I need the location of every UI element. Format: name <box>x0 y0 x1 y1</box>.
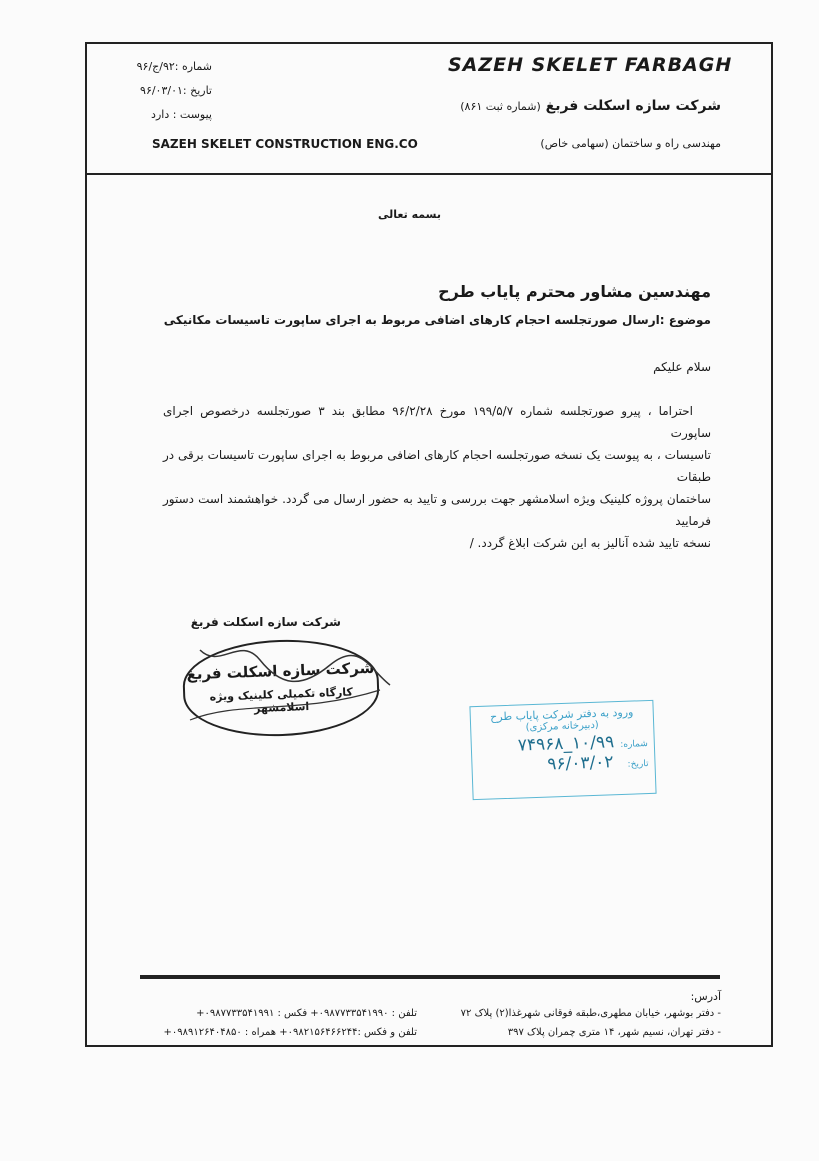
received-stamp-subtitle: (دبیرخانه مرکزی) <box>525 719 599 734</box>
letter-body <box>163 400 711 554</box>
brand-en: SAZEH SKELET FARBAGH <box>448 54 733 76</box>
company-en: SAZEH SKELET CONSTRUCTION ENG.CO <box>152 137 418 151</box>
letter-number: شماره :۹۲/ج/۹۶ <box>136 60 212 73</box>
letter-attachment: پیوست : دارد <box>151 108 212 121</box>
signatory: شرکت سازه اسکلت فربغ <box>190 615 341 629</box>
invocation: بسمه تعالی <box>378 208 441 221</box>
subject: موضوع :ارسال صورتجلسه احجام کارهای اضافی مربوط به اجرای ساپورت تاسیسات مکانیکی <box>163 313 711 327</box>
footer-divider <box>140 975 720 979</box>
body-line: ساختمان پروژه کلینیک ویژه اسلامشهر جهت بررسی و تایید به حضور ارسال می گردد. خواهشمند است دستور فرمایید <box>163 492 711 528</box>
recipient: مهندسین مشاور محترم پایاب طرح <box>438 282 711 301</box>
address-label: آدرس: <box>690 990 721 1003</box>
footer-contacts-bushehr: تلفن : ۰۹۸۷۷۳۳۵۴۱۹۹۰+ فکس : ۰۹۸۷۷۳۳۵۴۱۹۹۱+ <box>196 1008 417 1019</box>
stamp-line-2: کارگاه تکمیلی کلینیک ویژه اسلامشهر <box>209 685 354 715</box>
received-stamp <box>469 700 656 800</box>
body-line: تاسیسات ، به پیوست یک نسخه صورتجلسه احجام کارهای اضافی مربوط به اجرای ساپورت تاسیسات برقی در طبقات <box>163 448 711 484</box>
received-stamp-title: ورود به دفتر شرکت پایاب طرح <box>489 705 634 724</box>
stamp-line-1: شرکت سازه اسکلت فربغ <box>186 658 375 684</box>
signature-scribble <box>180 630 410 740</box>
body-line: نسخه تایید شده آنالیز به این شرکت ابلاغ گردد. / <box>469 536 711 550</box>
body-line: احتراما ، پیرو صورتجلسه شماره ۱۹۹/۵/۷ مورخ ۹۶/۲/۲۸ مطابق بند ۳ صورتجلسه درخصوص اجرای ساپورت <box>163 404 711 440</box>
received-number: ۱۰/۹۹_۷۴۹۶۸ <box>517 732 615 756</box>
greeting: سلام علیکم <box>653 360 711 374</box>
received-number-label: شماره: <box>620 739 649 750</box>
received-date: ۹۶/۰۳/۰۲ <box>546 752 614 775</box>
company-services: مهندسی راه و ساختمان (سهامی خاص) <box>540 137 721 150</box>
footer-address-bushehr: - دفتر بوشهر، خیابان مطهری،طبقه فوقانی شهرغذا(۲) پلاک ۷۲ <box>460 1008 721 1019</box>
registration-number: (شماره ثبت ۸۶۱) <box>460 100 541 113</box>
company-fa-name: شرکت سازه اسکلت فربغ <box>545 98 721 114</box>
footer-address-tehran: - دفتر تهران، نسیم شهر، ۱۴ متری چمران پلاک ۳۹۷ <box>507 1027 721 1038</box>
company-fa <box>460 98 721 114</box>
letter-date: تاریخ :۹۶/۰۳/۰۱ <box>140 84 212 97</box>
received-date-label: تاریخ: <box>627 759 649 770</box>
header-divider <box>85 173 773 175</box>
footer-contacts-tehran: تلفن و فکس :۰۹۸۲۱۵۶۴۶۶۲۴۴+ همراه : ۰۹۸۹۱۲۶۴۰۴۸۵۰+ <box>163 1027 417 1038</box>
